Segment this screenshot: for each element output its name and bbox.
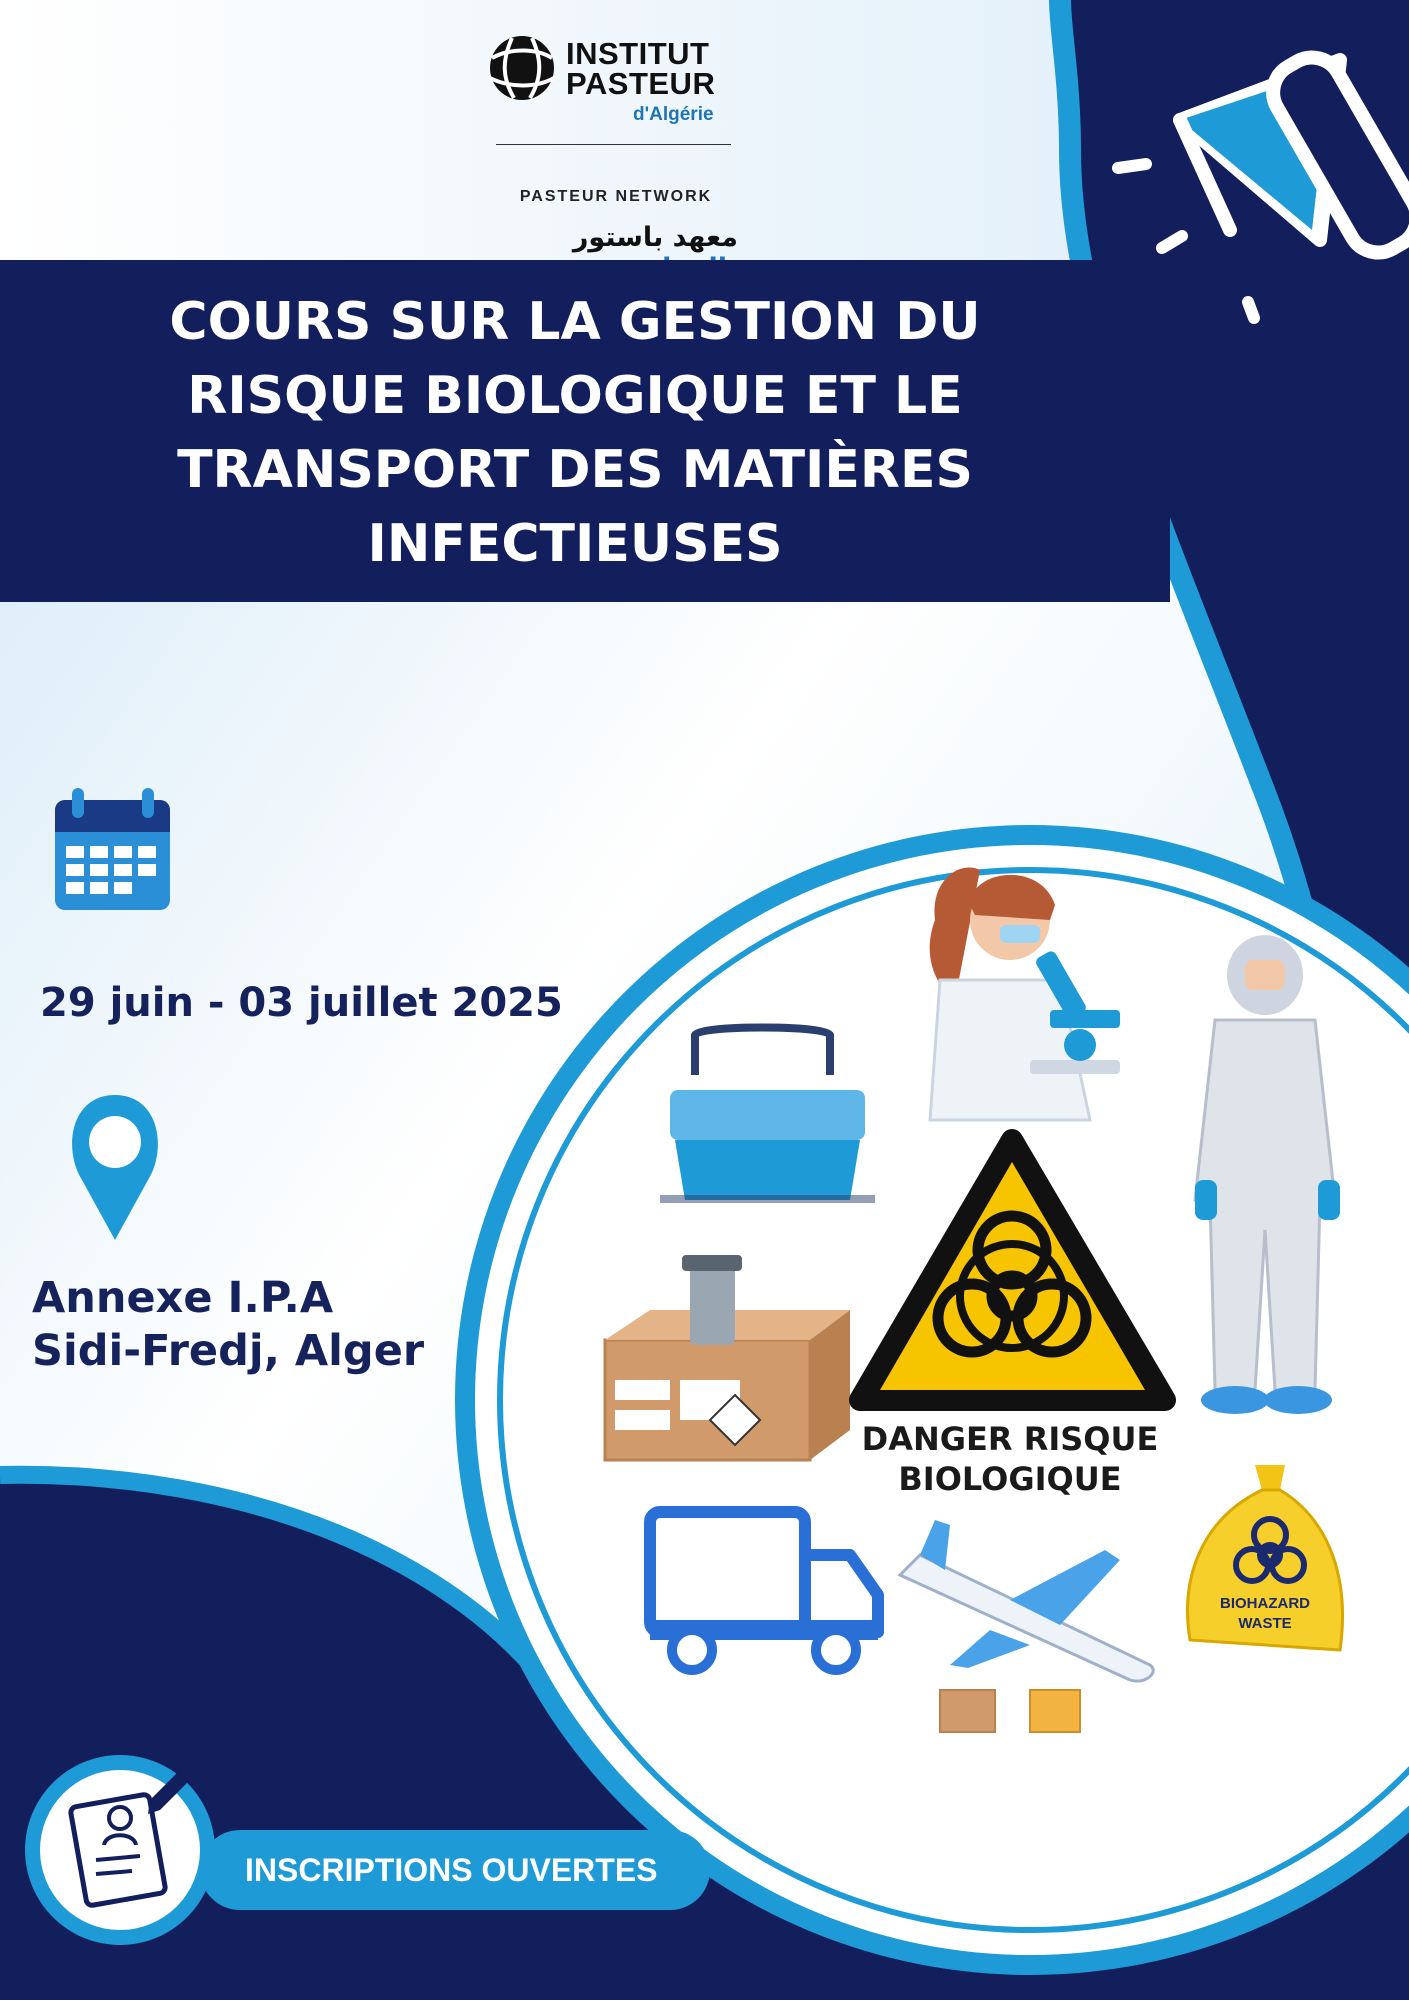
institut-pasteur-logo [488,30,748,253]
calendar-icon [55,788,170,910]
logo-text-algerie: d'Algérie [633,104,714,125]
logo-divider [496,144,731,145]
danger-label-line2: BIOLOGIQUE [898,1460,1122,1498]
logo-text-pasteur: PASTEUR [566,66,716,101]
logo-text-network: PASTEUR NETWORK [519,188,713,205]
course-title: COURS SUR LA GESTION DU RISQUE BIOLOGIQUE ET LE TRANSPORT DES MATIÈRES INFECTIEUSES [169,292,981,574]
logo-text-institut: INSTITUT [566,36,710,71]
logo-arabic-main: معهد باستور [572,222,738,253]
event-date: 29 juin - 03 juillet 2025 [40,980,563,1026]
registration-label: INSCRIPTIONS OUVERTES [245,1852,658,1888]
event-location-line1: Annexe I.P.A [32,1273,334,1323]
event-location-line2: Sidi-Fredj, Alger [32,1326,425,1376]
bag-label-line2: WASTE [1238,1615,1292,1632]
biohazard-bag-label [1195,1590,1335,1640]
bag-label-line1: BIOHAZARD [1220,1595,1310,1612]
danger-label-line1: DANGER RISQUE [861,1420,1159,1458]
